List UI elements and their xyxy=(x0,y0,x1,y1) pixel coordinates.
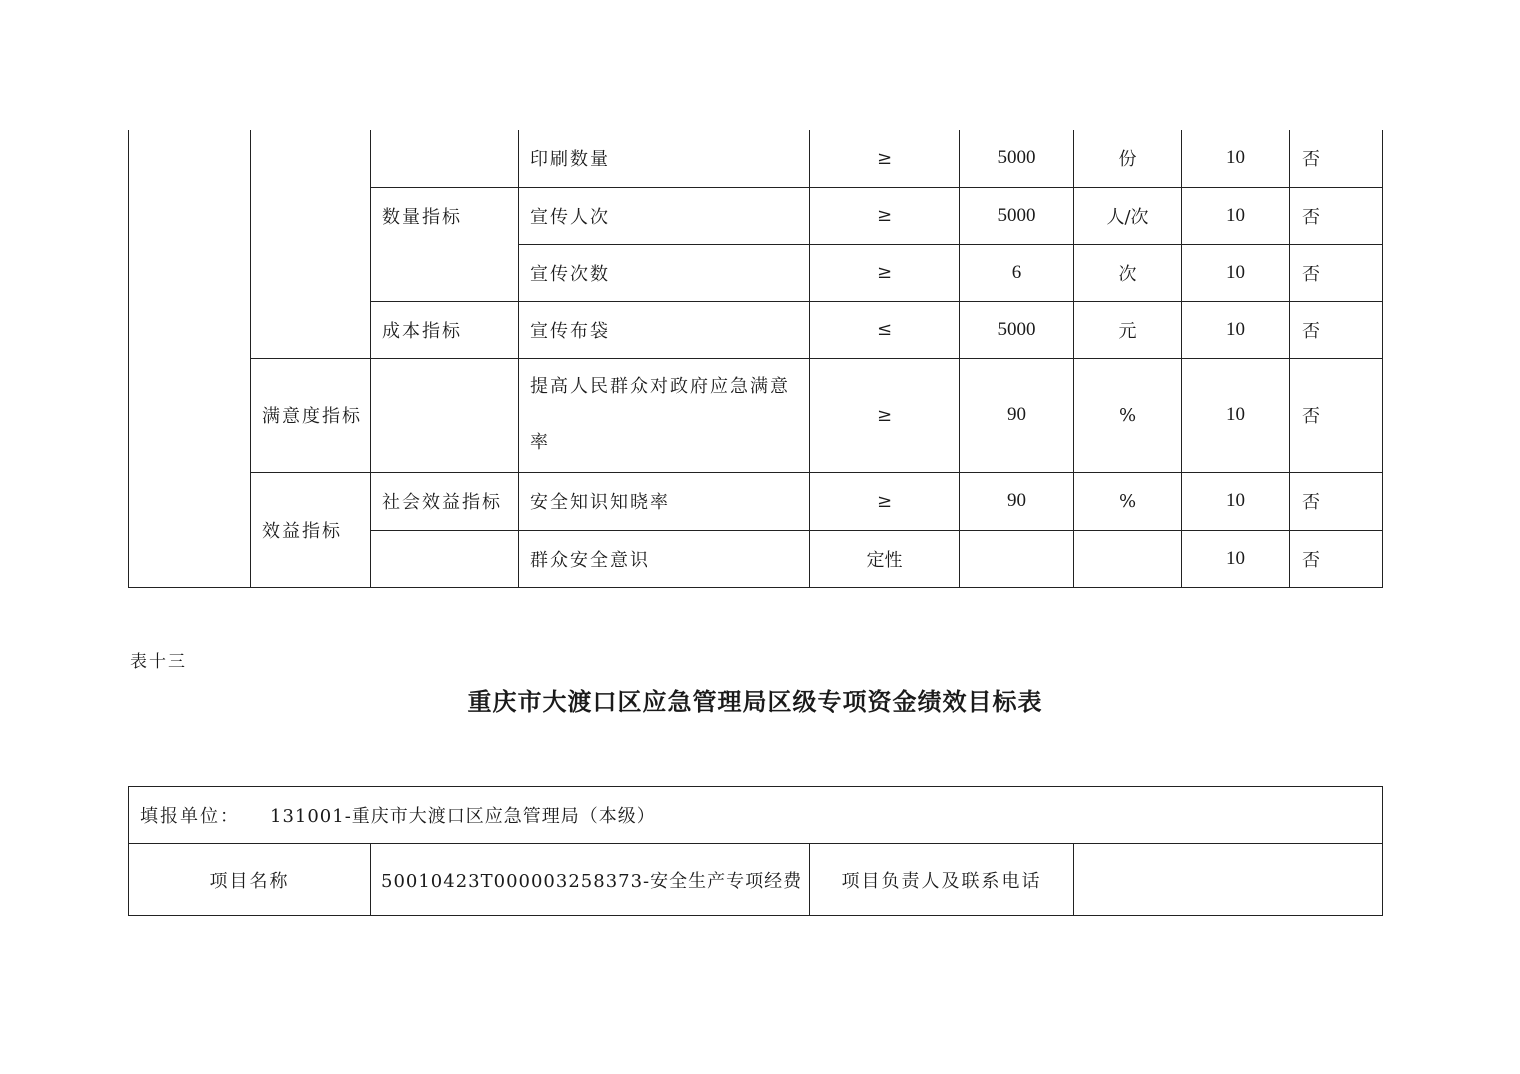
table-row xyxy=(129,472,1383,530)
unit: 元 xyxy=(1074,301,1182,358)
core-flag: 否 xyxy=(1290,358,1383,472)
category-benefit: 效益指标 xyxy=(251,472,371,587)
table-row xyxy=(129,358,1383,472)
weight: 10 xyxy=(1182,187,1290,244)
subcategory-quantity: 数量指标 xyxy=(371,187,519,244)
project-info-table xyxy=(128,786,1383,916)
metric-name: 宣传人次 xyxy=(519,187,810,244)
metric-name: 群众安全意识 xyxy=(519,530,810,587)
metric-line-1: 提高人民群众对政府应急满意 xyxy=(530,376,790,397)
project-name-label: 项目名称 xyxy=(129,844,371,916)
unit: 人/次 xyxy=(1074,187,1182,244)
project-name-value: 50010423T000003258373-安全生产专项经费 xyxy=(371,844,810,916)
core-flag: 否 xyxy=(1290,472,1383,530)
target-value: 90 xyxy=(960,358,1074,472)
weight: 10 xyxy=(1182,301,1290,358)
table-row xyxy=(129,130,1383,187)
operator: 定性 xyxy=(810,530,960,587)
weight: 10 xyxy=(1182,130,1290,187)
weight: 10 xyxy=(1182,244,1290,301)
contact-label: 项目负责人及联系电话 xyxy=(810,844,1074,916)
weight: 10 xyxy=(1182,530,1290,587)
contact-value xyxy=(1074,844,1383,916)
core-flag: 否 xyxy=(1290,244,1383,301)
target-value xyxy=(960,530,1074,587)
reporting-unit-label: 填报单位： xyxy=(140,806,240,827)
document-title: 重庆市大渡口区应急管理局区级专项资金绩效目标表 xyxy=(467,687,1043,716)
level2-cell xyxy=(251,130,371,358)
target-value: 5000 xyxy=(960,301,1074,358)
target-value: 6 xyxy=(960,244,1074,301)
operator: ≤ xyxy=(810,301,960,358)
target-value: 5000 xyxy=(960,130,1074,187)
unit: % xyxy=(1074,472,1182,530)
metric-name: 宣传布袋 xyxy=(519,301,810,358)
table-row xyxy=(129,787,1383,844)
target-value: 90 xyxy=(960,472,1074,530)
table-row xyxy=(129,844,1383,916)
metric-name xyxy=(519,358,810,472)
reporting-unit-cell xyxy=(129,787,1383,844)
unit: 份 xyxy=(1074,130,1182,187)
level1-cell xyxy=(129,130,251,587)
metric-name: 宣传次数 xyxy=(519,244,810,301)
core-flag: 否 xyxy=(1290,130,1383,187)
core-flag: 否 xyxy=(1290,530,1383,587)
subcategory-social: 社会效益指标 xyxy=(371,472,519,530)
unit: % xyxy=(1074,358,1182,472)
unit: 次 xyxy=(1074,244,1182,301)
core-flag: 否 xyxy=(1290,187,1383,244)
operator: ≥ xyxy=(810,130,960,187)
table-number: 表十三 xyxy=(130,652,187,672)
core-flag: 否 xyxy=(1290,301,1383,358)
subcategory-cost: 成本指标 xyxy=(371,301,519,358)
metric-name: 印刷数量 xyxy=(519,130,810,187)
metric-name: 安全知识知晓率 xyxy=(519,472,810,530)
operator: ≥ xyxy=(810,244,960,301)
category-satisfaction: 满意度指标 xyxy=(251,358,371,472)
weight: 10 xyxy=(1182,472,1290,530)
indicator-table xyxy=(128,130,1383,588)
metric-line-2: 率 xyxy=(530,432,550,453)
operator: ≥ xyxy=(810,472,960,530)
operator: ≥ xyxy=(810,187,960,244)
target-value: 5000 xyxy=(960,187,1074,244)
operator: ≥ xyxy=(810,358,960,472)
unit xyxy=(1074,530,1182,587)
weight: 10 xyxy=(1182,358,1290,472)
reporting-unit-value: 131001-重庆市大渡口区应急管理局（本级） xyxy=(270,806,656,827)
